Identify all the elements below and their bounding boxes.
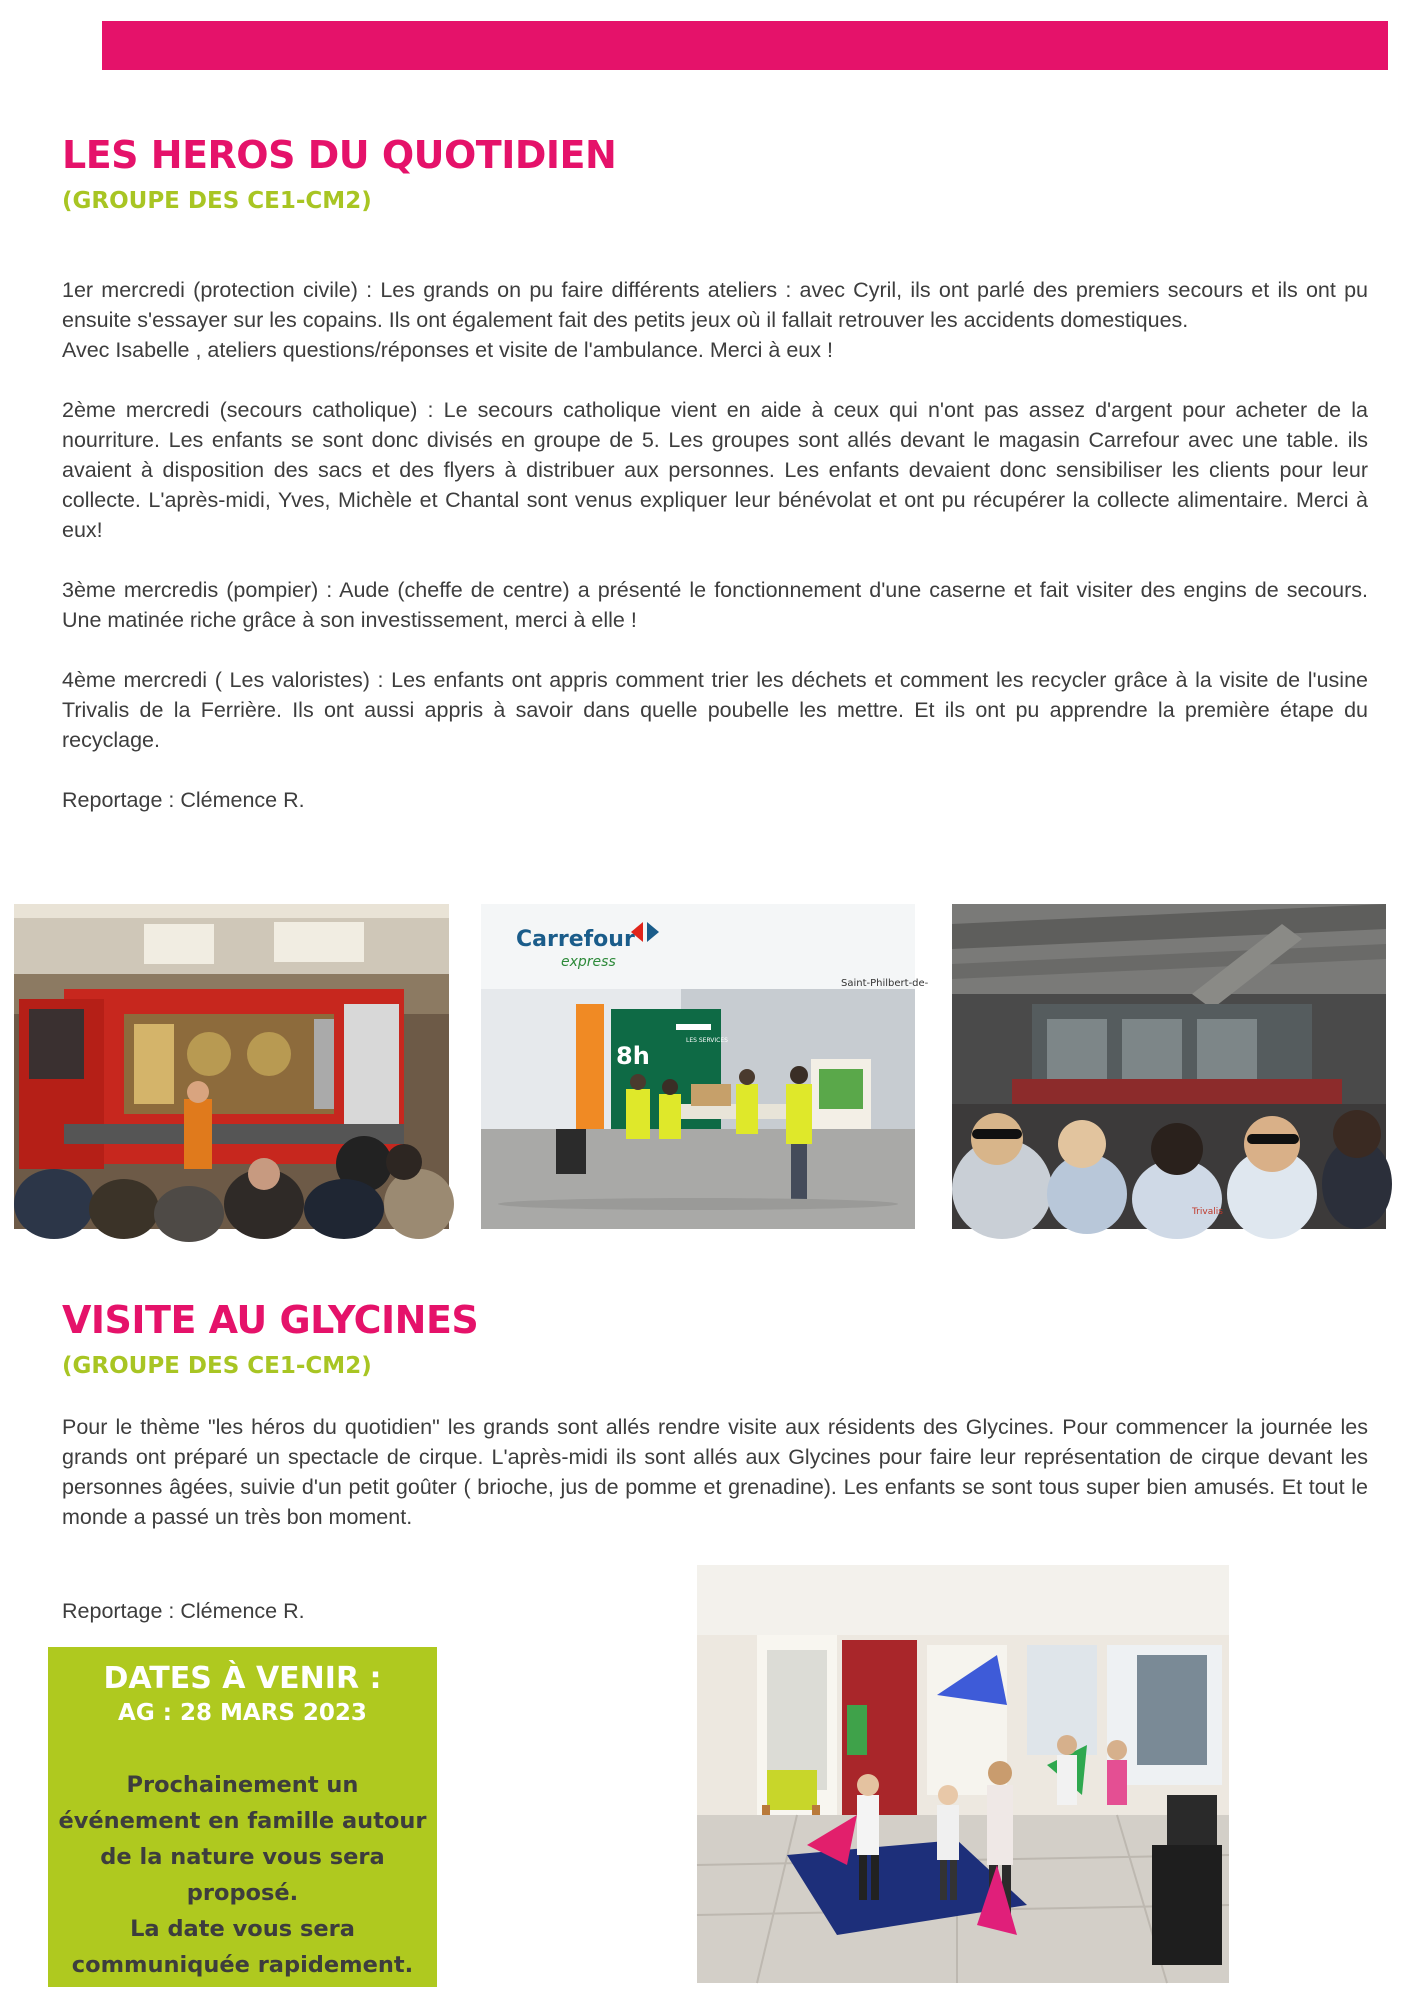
dates-message-line: communiquée rapidement. bbox=[71, 1952, 414, 1978]
section1-subtitle: (GROUPE DES CE1-CM2) bbox=[62, 188, 372, 214]
photo-fire-truck bbox=[14, 904, 449, 1229]
carrefour-city-text: Saint-Philbert-de- bbox=[841, 978, 929, 989]
section1-body bbox=[62, 275, 1368, 815]
photo-circus-performance bbox=[697, 1565, 1229, 1983]
header-accent-bar bbox=[102, 21, 1388, 70]
dates-title: DATES À VENIR : bbox=[103, 1661, 382, 1696]
dates-message-line: La date vous sera bbox=[130, 1916, 355, 1942]
paragraph-isabelle: Avec Isabelle , ateliers questions/réponses et visite de l'ambulance. Merci à eux ! bbox=[62, 338, 833, 362]
dates-message-line: Prochainement un bbox=[126, 1772, 359, 1798]
dates-ag-date: AG : 28 MARS 2023 bbox=[118, 1700, 367, 1726]
paragraph-secours-catholique: 2ème mercredi (secours catholique) : Le secours catholique vient en aide à ceux qui n'ont pas assez d'argent pour acheter de la nourriture. Les enfants se sont donc divisés en groupe de 5. Les groupes sont allés devant le magasin Carrefour avec une table. ils avaient à disposition des sacs et des flyers à distribuer aux personnes. Les enfants devaient donc sensibiliser les clients pour leur collecte. L'après-midi, Yves, Michèle et Chantal sont venus expliquer leur bénévolat et ont pu récupérer la collecte alimentaire. Merci à eux! bbox=[62, 398, 1368, 542]
dates-message-line: de la nature vous sera bbox=[100, 1844, 385, 1870]
reportage-credit-2: Reportage : Clémence R. bbox=[62, 1599, 305, 1623]
dates-message-line: proposé. bbox=[186, 1880, 299, 1906]
factory-vest-text: Trivalis bbox=[1192, 1207, 1223, 1217]
upcoming-dates-box bbox=[48, 1647, 437, 1987]
reportage-credit-1: Reportage : Clémence R. bbox=[62, 788, 305, 812]
photo-carrefour bbox=[481, 904, 929, 1229]
paragraph-valoristes: 4ème mercredi ( Les valoristes) : Les enfants ont appris comment trier les déchets et comment les recycler grâce à la visite de l'usine Trivalis de la Ferrière. Ils ont aussi appris à savoir dans quelle poubelle les mettre. Et ils ont pu apprendre la première étape du recyclage. bbox=[62, 668, 1368, 752]
section2-body bbox=[62, 1412, 1368, 1532]
section2-title: VISITE AU GLYCINES bbox=[62, 1298, 479, 1342]
photo-recycling-factory bbox=[952, 904, 1386, 1229]
paragraph-glycines: Pour le thème "les héros du quotidien" les grands sont allés rendre visite aux résidents des Glycines. Pour commencer la journée les grands ont préparé un spectacle de cirque. L'après-midi ils sont allés aux Glycines pour faire leur représentation de cirque devant les personnes âgées, suivie d'un petit goûter ( brioche, jus de pomme et grenadine). Les enfants se sont tous super bien amusés. Et tout le monde a passé un très bon moment. bbox=[62, 1415, 1368, 1529]
carrefour-hours-text: 8h bbox=[616, 1042, 650, 1070]
paragraph-pompier: 3ème mercredis (pompier) : Aude (cheffe de centre) a présenté le fonctionnement d'une caserne et fait visiter des engins de secours. Une matinée riche grâce à son investissement, merci à elle ! bbox=[62, 578, 1368, 632]
carrefour-express-text: express bbox=[561, 954, 616, 970]
paragraph-protection-civile: 1er mercredi (protection civile) : Les grands on pu faire différents ateliers : avec Cyril, ils ont parlé des premiers secours et ils ont pu ensuite s'essayer sur les copains. Ils ont également fait des petits jeux où il fallait retrouver les accidents domestiques. bbox=[62, 278, 1368, 332]
dates-message bbox=[48, 1767, 437, 1983]
carrefour-services-text: LES SERVICES bbox=[686, 1037, 728, 1044]
section2-subtitle: (GROUPE DES CE1-CM2) bbox=[62, 1353, 372, 1379]
section1-title: LES HEROS DU QUOTIDIEN bbox=[62, 133, 617, 177]
carrefour-logo-text: Carrefour bbox=[516, 927, 635, 952]
dates-message-line: événement en famille autour bbox=[58, 1808, 427, 1834]
